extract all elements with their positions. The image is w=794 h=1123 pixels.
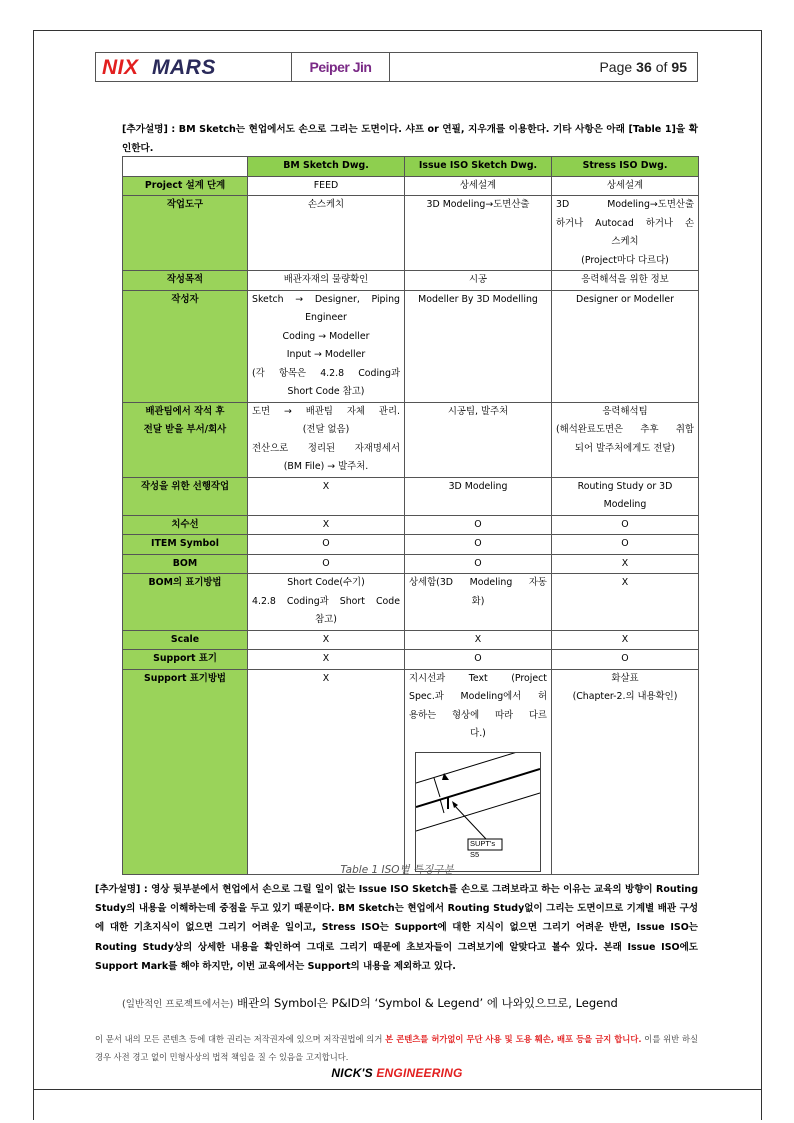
cell-line: X	[621, 633, 629, 645]
cell-line: 하거나 Autocad 하거나 손	[556, 217, 694, 229]
cell-line: X	[322, 672, 330, 684]
cell-line: Sketch → Designer, Piping	[252, 293, 400, 305]
table-cell	[552, 477, 699, 515]
table-row	[123, 630, 699, 650]
cell-line: O	[474, 653, 482, 664]
cell-line: 3D Modeling	[448, 480, 508, 492]
cell-line: 전산으로 정리된 자재명세서	[252, 442, 400, 454]
table-row	[123, 669, 699, 874]
table-cell	[405, 669, 552, 874]
cell-line: (각 항목은 4.2.8 Coding과	[252, 367, 400, 379]
cell-line: Short Code 참고)	[287, 386, 365, 397]
table-row	[123, 574, 699, 631]
cell-line: 용하는 형상에 따라 다르	[409, 709, 547, 721]
svg-text:NIX: NIX	[102, 57, 139, 77]
table-row	[123, 650, 699, 670]
cell-line: Engineer	[305, 312, 347, 323]
row-header: Project 설계 단계	[123, 176, 248, 196]
copyright-notice	[95, 1030, 698, 1066]
cell-line: (해석완료도면은 추후 취합	[556, 424, 694, 435]
table-cell	[248, 669, 405, 874]
row-header: Support 표기방법	[123, 669, 248, 874]
table-cell	[405, 650, 552, 670]
cell-line: Modeller By 3D Modelling	[418, 293, 538, 305]
table-cell	[552, 535, 699, 555]
cell-line: 손스케치	[307, 199, 345, 210]
author-name: Peiper Jin	[292, 53, 390, 81]
table-row	[123, 515, 699, 535]
table-cell	[405, 176, 552, 196]
cell-line: 상세설계	[606, 179, 644, 191]
table-cell	[552, 176, 699, 196]
page-prefix: Page	[599, 59, 633, 75]
cell-line: X	[474, 633, 482, 645]
cell-line: X	[322, 480, 330, 492]
column-header: BM Sketch Dwg.	[248, 157, 405, 177]
page-current: 36	[636, 59, 652, 75]
cell-line: 도면 → 배관팀 자체 관리.	[252, 405, 400, 417]
table-cell	[552, 650, 699, 670]
table-cell	[248, 477, 405, 515]
row-header: 작성목적	[123, 271, 248, 291]
additional-note: [추가설명] : 영상 뒷부분에서 현업에서 손으로 그릴 일이 없는 Issue ISO Sketch를 손으로 그려보라고 하는 이유는 교육의 방향이 Routing Study의 내용을 이해하는데 중점을 두고 있기 때문이다. BM Sketch는 현업에서 Routing Study없이 그리는 도면이므로 기계별 배관 구성에 대한 기초지식이 없으면 그리기 어려운 일이고, Stress ISO는 Support에 대한 지식이 없으면 그리기 어려운 반면, Issue ISO는 Routing Study상의 상세한 내용을 확인하여 그대로 그리기 때문에 초보자들이 그려보기에 알맞다고 볼수 있다. 본래 Issue ISO에도 Support Mark를 해야 하지만, 이번 교육에서는 Support의 내용을 제외하고 있다.	[95, 884, 698, 972]
cell-line: 시공	[468, 274, 488, 285]
row-header: 작업도구	[123, 196, 248, 271]
table-row	[123, 196, 699, 271]
cell-line: 다.)	[470, 728, 486, 739]
table-cell	[552, 574, 699, 631]
cell-line: 상세설계	[459, 179, 497, 191]
cell-line: 시공팀, 발주처	[447, 405, 509, 417]
iso-comparison-table	[122, 156, 699, 875]
table-cell	[405, 290, 552, 402]
legend-note-main: 배관의 Symbol은 P&ID의 ‘Symbol & Legend’ 에 나와있으므로, Legend	[233, 996, 618, 1010]
row-header: 작성을 위한 선행작업	[123, 477, 248, 515]
cell-line: Input → Modeller	[286, 349, 366, 360]
cell-line: FEED	[313, 179, 339, 191]
table-cell	[405, 402, 552, 477]
table-cell	[248, 554, 405, 574]
cell-line: O	[474, 538, 482, 549]
table-cell	[405, 515, 552, 535]
table-row	[123, 535, 699, 555]
row-header: 작성자	[123, 290, 248, 402]
cell-line: Spec.과 Modeling에서 허	[409, 691, 547, 702]
column-header: Issue ISO Sketch Dwg.	[405, 157, 552, 177]
page-header	[95, 52, 698, 82]
footer-engineering: ENGINEERING	[372, 1066, 463, 1080]
cell-line: 3D Modeling→도면산출	[556, 199, 694, 210]
table-cell	[248, 630, 405, 650]
table-row	[123, 402, 699, 477]
legend-note	[122, 996, 698, 1012]
cell-line: 지시선과 Text (Project	[409, 672, 547, 684]
cell-line: O	[474, 518, 482, 530]
cell-line: O	[322, 538, 330, 549]
footer-rule	[33, 1089, 762, 1090]
table-cell	[405, 554, 552, 574]
footer-nick: NICK'S	[331, 1066, 373, 1080]
nixmars-logo-icon	[102, 57, 236, 77]
table-caption: Table 1 ISO별 특징구분	[340, 864, 454, 876]
cell-line: X	[621, 557, 629, 569]
table-row	[123, 271, 699, 291]
table-cell	[405, 477, 552, 515]
cell-line: Routing Study or 3D	[577, 480, 673, 492]
table-cell	[405, 574, 552, 631]
table-cell	[248, 402, 405, 477]
cell-line: X	[322, 633, 330, 645]
page-number	[547, 53, 697, 81]
table-row	[123, 554, 699, 574]
table-cell	[248, 515, 405, 535]
row-header: BOM의 표기방법	[123, 574, 248, 631]
row-header: Scale	[123, 630, 248, 650]
table-cell	[552, 669, 699, 874]
table-row	[123, 290, 699, 402]
cell-line: O	[621, 518, 629, 530]
table-cell	[552, 515, 699, 535]
table-cell	[552, 290, 699, 402]
table-cell	[248, 271, 405, 291]
table-cell	[248, 290, 405, 402]
cell-line: 화살표	[611, 672, 639, 684]
table-row	[123, 176, 699, 196]
cell-line: Designer or Modeller	[576, 293, 674, 305]
page-of: of	[655, 59, 668, 75]
cell-line: Modeling	[603, 499, 647, 510]
cell-line: O	[621, 653, 629, 664]
cell-line: 화)	[471, 595, 485, 607]
cell-line: 3D Modeling→도면산출	[426, 199, 530, 210]
sketch-label-supts: SUPT's	[470, 838, 496, 848]
cell-line: O	[474, 557, 482, 569]
cell-line: 응력해석팀	[602, 405, 648, 417]
table-cell	[405, 196, 552, 271]
table-cell	[552, 402, 699, 477]
cell-line: 참고)	[315, 614, 337, 625]
cell-line: (Chapter-2.의 내용확인)	[572, 691, 678, 702]
cell-line: X	[621, 577, 629, 588]
table-cell	[248, 196, 405, 271]
table-cell	[248, 535, 405, 555]
cell-line: 배관자재의 물량확인	[283, 274, 369, 285]
sketch-label-s5: S5	[470, 849, 480, 859]
table-cell	[248, 176, 405, 196]
table-cell	[405, 271, 552, 291]
legend-note-small: (일반적인 프로젝트에서는)	[122, 999, 234, 1010]
row-header-line: 배관팀에서 작석 후	[145, 405, 225, 417]
footer-brand	[0, 1066, 794, 1080]
cell-line: X	[322, 518, 330, 530]
copyright-warning: 본 콘텐츠를 허가없이 무단 사용 및 도용 훼손, 배포 등을 금지 합니다.	[385, 1034, 642, 1044]
table-cell	[552, 554, 699, 574]
svg-text:MARS: MARS	[152, 57, 216, 77]
table-cell	[552, 271, 699, 291]
row-header	[123, 402, 248, 477]
cell-line: (Project마다 다르다)	[581, 254, 669, 266]
row-header: Support 표기	[123, 650, 248, 670]
table-row	[123, 477, 699, 515]
intro-note: [추가설명] : BM Sketch는 현업에서도 손으로 그리는 도면이다. 샤프 or 연필, 지우개를 이용한다. 기타 사항은 아래 [Table 1]을 확인한다.	[122, 124, 698, 154]
nixmars-logo	[96, 53, 292, 81]
row-header: ITEM Symbol	[123, 535, 248, 555]
page-total: 95	[671, 59, 687, 75]
column-header: Stress ISO Dwg.	[552, 157, 699, 177]
copyright-pre: 이 문서 내의 모든 콘텐츠 등에 대한 권리는 저작권자에 있으며 저작권법에 의거	[95, 1034, 386, 1044]
table-corner	[123, 157, 248, 177]
cell-line: O	[322, 557, 330, 569]
table-cell	[405, 630, 552, 650]
table-cell	[248, 574, 405, 631]
table-cell	[552, 196, 699, 271]
cell-line: 상세함(3D Modeling 자동	[409, 577, 547, 588]
cell-line: 스케치	[611, 236, 639, 247]
cell-line: (전달 없음)	[302, 424, 350, 435]
cell-line: 되어 발주처에게도 전달)	[574, 442, 676, 454]
cell-line: 응력해석을 위한 정보	[581, 274, 669, 285]
cell-line: 4.2.8 Coding과 Short Code	[252, 595, 400, 607]
cell-line: X	[322, 653, 330, 664]
cell-line: O	[621, 538, 629, 549]
cell-line: (BM File) → 발주처.	[283, 461, 369, 472]
cell-line: Short Code(수기)	[287, 577, 365, 588]
row-header: 치수선	[123, 515, 248, 535]
table-cell	[552, 630, 699, 650]
table-cell	[405, 535, 552, 555]
cell-line: Coding → Modeller	[282, 330, 370, 342]
copyright-post: 이를 위반 하실 경우 사전 경고 없이 민형사상의 법적 책임을 질 수 있음을 고지합니다.	[95, 1034, 699, 1062]
table-cell	[248, 650, 405, 670]
support-sketch-image	[415, 752, 541, 872]
row-header-line: 전달 받을 부서/회사	[143, 424, 227, 435]
row-header: BOM	[123, 554, 248, 574]
